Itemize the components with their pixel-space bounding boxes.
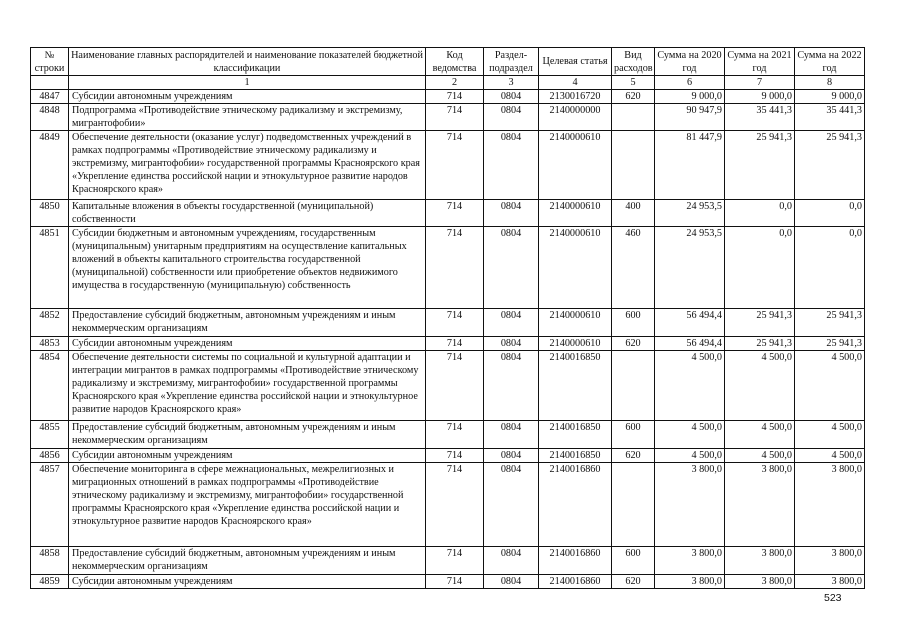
row-sum-2021: 25 941,3 — [725, 337, 795, 351]
row-expense-type: 620 — [612, 575, 655, 589]
row-sum-2020: 56 494,4 — [655, 337, 725, 351]
column-number: 3 — [484, 76, 539, 90]
row-sum-2020: 90 947,9 — [655, 104, 725, 131]
row-name: Предоставление субсидий бюджетным, автономным учреждениям и иным некоммерческим организациям — [69, 547, 426, 575]
row-sum-2021: 0,0 — [725, 200, 795, 227]
row-name: Субсидии автономным учреждениям — [69, 337, 426, 351]
row-expense-type: 600 — [612, 309, 655, 337]
row-number: 4847 — [31, 90, 69, 104]
column-number: 6 — [655, 76, 725, 90]
row-expense-type — [612, 104, 655, 131]
row-article: 2140000610 — [539, 131, 612, 200]
row-section: 0804 — [484, 421, 539, 449]
table-row — [31, 547, 865, 575]
row-section: 0804 — [484, 547, 539, 575]
row-sum-2022: 25 941,3 — [795, 309, 865, 337]
header-section: Раздел-подраздел — [484, 48, 539, 76]
row-sum-2022: 4 500,0 — [795, 449, 865, 463]
budget-table — [30, 47, 865, 589]
column-number-row — [31, 76, 865, 90]
row-number: 4848 — [31, 104, 69, 131]
row-expense-type: 620 — [612, 337, 655, 351]
row-dept: 714 — [426, 547, 484, 575]
row-section: 0804 — [484, 337, 539, 351]
table-row — [31, 337, 865, 351]
row-expense-type — [612, 351, 655, 421]
row-sum-2022: 3 800,0 — [795, 575, 865, 589]
row-number: 4859 — [31, 575, 69, 589]
row-dept: 714 — [426, 104, 484, 131]
table-row — [31, 351, 865, 421]
row-section: 0804 — [484, 227, 539, 309]
row-number: 4849 — [31, 131, 69, 200]
table-row — [31, 90, 865, 104]
row-number: 4855 — [31, 421, 69, 449]
row-sum-2022: 35 441,3 — [795, 104, 865, 131]
row-sum-2020: 3 800,0 — [655, 547, 725, 575]
row-name: Субсидии автономным учреждениям — [69, 449, 426, 463]
row-sum-2020: 4 500,0 — [655, 421, 725, 449]
row-name: Обеспечение мониторинга в сфере межнациональных, межрелигиозных и миграционных отношений в рамках подпрограммы «Противодействие этническому радикализму и экстремизму, мигрантофобии» государственной программы Красноярского края «Укрепление единства российской нации и этнокультурное развитие народов Красноярского края» — [69, 463, 426, 547]
row-article: 2140016860 — [539, 547, 612, 575]
row-sum-2020: 24 953,5 — [655, 227, 725, 309]
row-sum-2020: 9 000,0 — [655, 90, 725, 104]
row-sum-2021: 4 500,0 — [725, 449, 795, 463]
table-row — [31, 200, 865, 227]
row-section: 0804 — [484, 449, 539, 463]
table-row — [31, 131, 865, 200]
row-sum-2021: 0,0 — [725, 227, 795, 309]
row-sum-2021: 9 000,0 — [725, 90, 795, 104]
table-row — [31, 309, 865, 337]
row-dept: 714 — [426, 227, 484, 309]
row-sum-2022: 3 800,0 — [795, 547, 865, 575]
row-sum-2021: 3 800,0 — [725, 463, 795, 547]
row-name: Субсидии автономным учреждениям — [69, 90, 426, 104]
row-section: 0804 — [484, 309, 539, 337]
row-expense-type: 400 — [612, 200, 655, 227]
header-sum-2022: Сумма на 2022 год — [795, 48, 865, 76]
row-sum-2021: 3 800,0 — [725, 575, 795, 589]
header-sum-2020: Сумма на 2020 год — [655, 48, 725, 76]
table-row — [31, 575, 865, 589]
row-dept: 714 — [426, 131, 484, 200]
row-dept: 714 — [426, 337, 484, 351]
column-number: 8 — [795, 76, 865, 90]
row-sum-2022: 25 941,3 — [795, 337, 865, 351]
row-expense-type: 600 — [612, 421, 655, 449]
row-sum-2022: 0,0 — [795, 200, 865, 227]
row-sum-2020: 24 953,5 — [655, 200, 725, 227]
row-sum-2021: 4 500,0 — [725, 351, 795, 421]
row-number: 4854 — [31, 351, 69, 421]
row-name: Подпрограмма «Противодействие этническому радикализму и экстремизму, мигрантофобии» — [69, 104, 426, 131]
header-expense-type: Вид расходов — [612, 48, 655, 76]
table-row — [31, 463, 865, 547]
row-sum-2020: 3 800,0 — [655, 463, 725, 547]
table-row — [31, 227, 865, 309]
row-expense-type: 620 — [612, 449, 655, 463]
row-article: 2140016860 — [539, 575, 612, 589]
row-number: 4851 — [31, 227, 69, 309]
row-sum-2022: 25 941,3 — [795, 131, 865, 200]
page-number: 523 — [824, 592, 842, 604]
row-dept: 714 — [426, 463, 484, 547]
row-sum-2021: 35 441,3 — [725, 104, 795, 131]
row-number: 4850 — [31, 200, 69, 227]
row-expense-type: 620 — [612, 90, 655, 104]
table-row — [31, 421, 865, 449]
row-sum-2022: 4 500,0 — [795, 351, 865, 421]
row-name: Предоставление субсидий бюджетным, автономным учреждениям и иным некоммерческим организациям — [69, 309, 426, 337]
column-number — [31, 76, 69, 90]
header-name: Наименование главных распорядителей и наименование показателей бюджетной классификации — [69, 48, 426, 76]
row-sum-2022: 3 800,0 — [795, 463, 865, 547]
row-sum-2020: 4 500,0 — [655, 449, 725, 463]
column-number: 5 — [612, 76, 655, 90]
row-number: 4852 — [31, 309, 69, 337]
table-body — [31, 90, 865, 589]
row-article: 2140016850 — [539, 351, 612, 421]
row-name: Обеспечение деятельности (оказание услуг) подведомственных учреждений в рамках подпрограммы «Противодействие этническому радикализму и экстремизму, мигрантофобии» государственной программы Красноярского края «Укрепление единства российской нации и этнокультурное развитие народов Красноярского края» — [69, 131, 426, 200]
header-row-no: № строки — [31, 48, 69, 76]
row-sum-2020: 81 447,9 — [655, 131, 725, 200]
row-dept: 714 — [426, 309, 484, 337]
row-article: 2140000000 — [539, 104, 612, 131]
row-article: 2130016720 — [539, 90, 612, 104]
row-name: Субсидии бюджетным и автономным учреждениям, государственным (муниципальным) унитарным предприятиям на осуществление капитальных вложений в объекты капитального строительства государственной (муниципальной) собственности или приобретение объектов недвижимого имущества в государственную (муниципальную) собственность — [69, 227, 426, 309]
row-section: 0804 — [484, 131, 539, 200]
row-section: 0804 — [484, 575, 539, 589]
row-expense-type — [612, 463, 655, 547]
row-expense-type: 600 — [612, 547, 655, 575]
header-dept: Код ведомства — [426, 48, 484, 76]
row-article: 2140000610 — [539, 337, 612, 351]
row-sum-2021: 3 800,0 — [725, 547, 795, 575]
column-number: 1 — [69, 76, 426, 90]
row-section: 0804 — [484, 200, 539, 227]
row-sum-2022: 0,0 — [795, 227, 865, 309]
header-article: Целевая статья — [539, 48, 612, 76]
row-article: 2140016850 — [539, 421, 612, 449]
row-sum-2021: 4 500,0 — [725, 421, 795, 449]
row-dept: 714 — [426, 575, 484, 589]
table-row — [31, 449, 865, 463]
row-sum-2021: 25 941,3 — [725, 131, 795, 200]
row-section: 0804 — [484, 463, 539, 547]
row-dept: 714 — [426, 421, 484, 449]
header-sum-2021: Сумма на 2021 год — [725, 48, 795, 76]
row-sum-2021: 25 941,3 — [725, 309, 795, 337]
row-name: Предоставление субсидий бюджетным, автономным учреждениям и иным некоммерческим организациям — [69, 421, 426, 449]
table-header — [31, 48, 865, 90]
row-article: 2140000610 — [539, 309, 612, 337]
row-sum-2020: 4 500,0 — [655, 351, 725, 421]
table-row — [31, 104, 865, 131]
row-sum-2020: 3 800,0 — [655, 575, 725, 589]
row-name: Капитальные вложения в объекты государственной (муниципальной) собственности — [69, 200, 426, 227]
row-expense-type — [612, 131, 655, 200]
row-number: 4857 — [31, 463, 69, 547]
header-row — [31, 48, 865, 76]
column-number: 7 — [725, 76, 795, 90]
row-section: 0804 — [484, 90, 539, 104]
row-dept: 714 — [426, 449, 484, 463]
column-number: 4 — [539, 76, 612, 90]
row-number: 4856 — [31, 449, 69, 463]
row-article: 2140016850 — [539, 449, 612, 463]
row-dept: 714 — [426, 90, 484, 104]
row-dept: 714 — [426, 351, 484, 421]
row-article: 2140016860 — [539, 463, 612, 547]
column-number: 2 — [426, 76, 484, 90]
row-number: 4853 — [31, 337, 69, 351]
row-name: Обеспечение деятельности системы по социальной и культурной адаптации и интеграции мигрантов в рамках подпрограммы «Противодействие этническому радикализму и экстремизму, мигрантофобии» государственной программы Красноярского края «Укрепление единства российской нации и этнокультурное развитие народов Красноярского края» — [69, 351, 426, 421]
row-name: Субсидии автономным учреждениям — [69, 575, 426, 589]
row-sum-2020: 56 494,4 — [655, 309, 725, 337]
row-article: 2140000610 — [539, 227, 612, 309]
row-article: 2140000610 — [539, 200, 612, 227]
row-dept: 714 — [426, 200, 484, 227]
row-section: 0804 — [484, 104, 539, 131]
row-section: 0804 — [484, 351, 539, 421]
row-sum-2022: 9 000,0 — [795, 90, 865, 104]
row-number: 4858 — [31, 547, 69, 575]
row-expense-type: 460 — [612, 227, 655, 309]
row-sum-2022: 4 500,0 — [795, 421, 865, 449]
